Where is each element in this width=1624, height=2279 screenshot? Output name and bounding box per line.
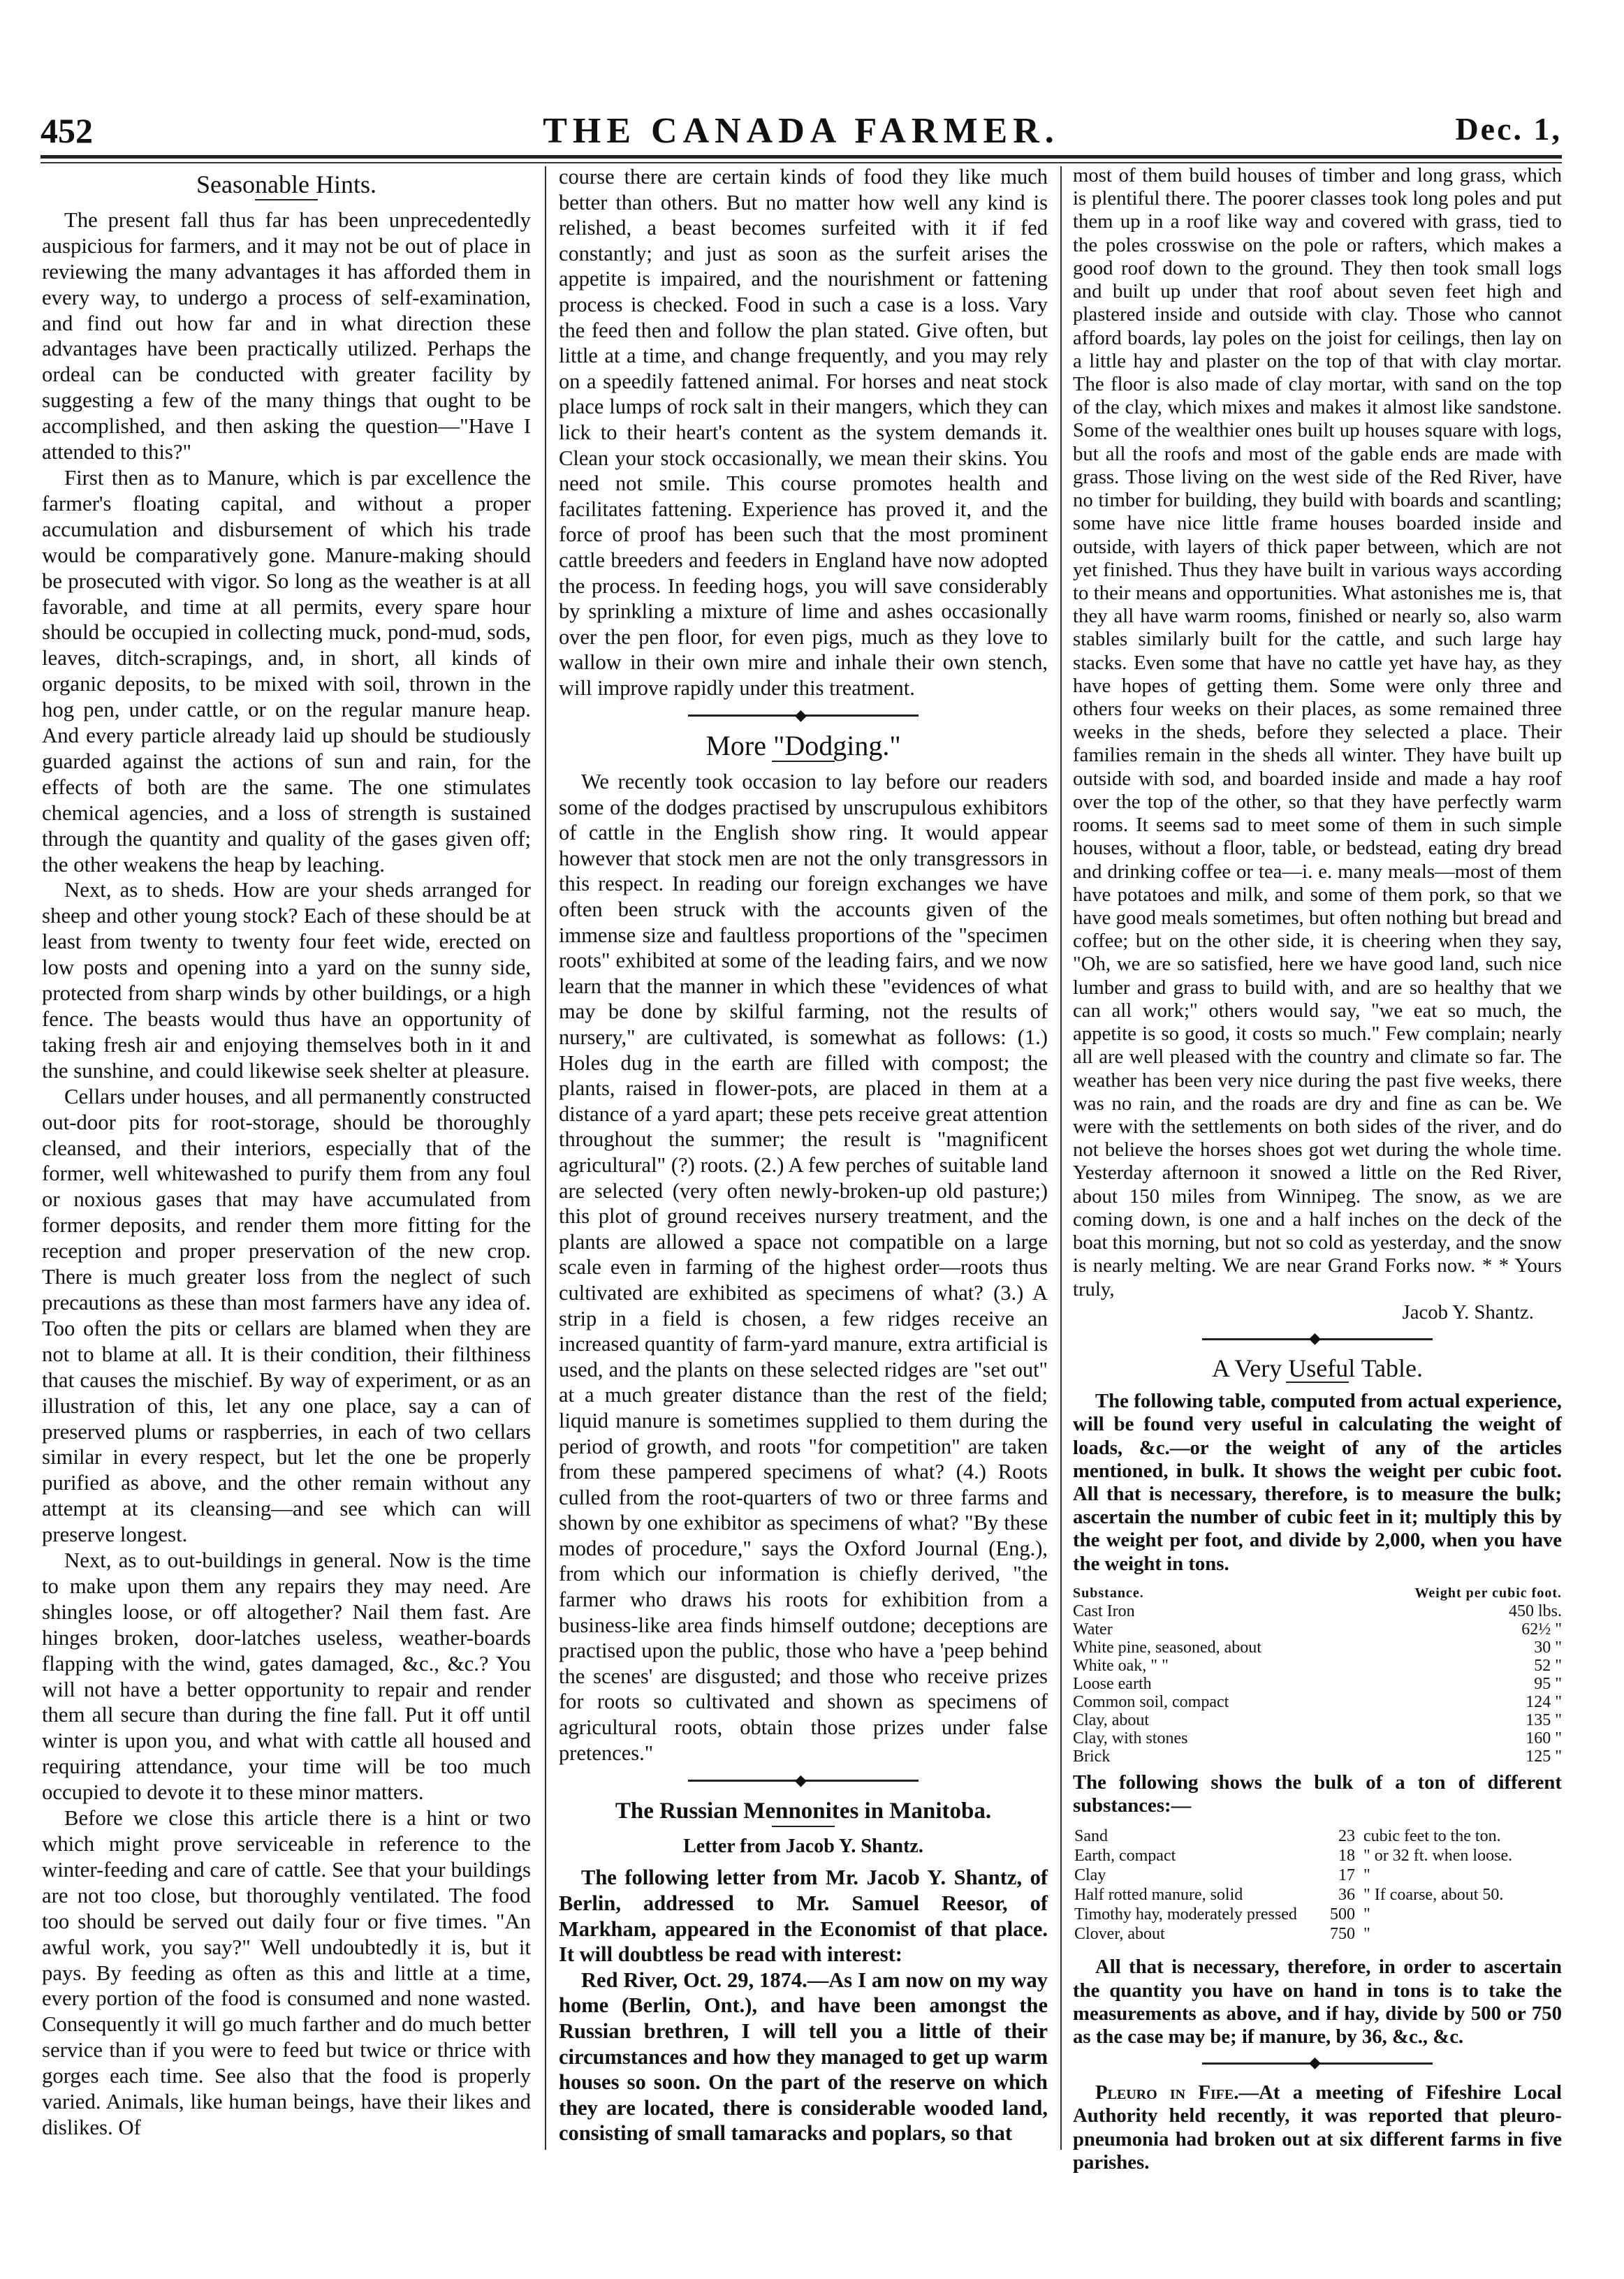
weight-table — [1073, 1584, 1562, 1766]
section-divider — [1202, 1338, 1433, 1344]
table-cell-substance: Timothy hay, moderately pressed — [1074, 1905, 1297, 1924]
table-cell-substance: Half rotted manure, solid — [1074, 1886, 1243, 1905]
article-heading-more-dodging: More "Dodging." — [705, 730, 901, 762]
article-heading-mennonites: The Russian Mennonites in Manitoba. — [615, 1798, 992, 1824]
paragraph: Next, as to sheds. How are your sheds arranged for sheep and other young stock? Each of these should be at least from twenty to twenty four feet wide, erected on low posts and opening into a yard on the sunny side, protected from sharp winds by other buildings, or a high fence. The beasts would thus have an opportunity of taking fresh air and enjoying themselves both in it and the sunshine, and could likewise seek shelter at pleasure. — [42, 878, 531, 1083]
masthead-title: THE CANADA FARMER. — [543, 111, 1060, 151]
table-header-cell: Weight per cubic foot. — [1414, 1585, 1562, 1601]
page-header — [41, 110, 1562, 151]
article-subheading: Letter from Jacob Y. Shantz. — [683, 1835, 923, 1857]
table-cell-value: 18 — [1338, 1847, 1355, 1866]
table-cell-substance: Clay, with stones — [1073, 1729, 1188, 1747]
article-heading-useful-table: A Very Useful Table. — [1211, 1354, 1424, 1382]
table-cell-substance: Loose earth — [1073, 1674, 1152, 1693]
paragraph: Cellars under houses, and all permanently constructed out-door pits for root-storage, should be thoroughly cleansed, and their interiors, especially that of the former, well whitewashed to purify them from any foul or noxious gases that may have accumulated from former deposits, and render them more fitting for the reception and proper preservation of the new crop. There is much greater loss from the neglect of such precautions as these than most farmers have any idea of. Too often the pits or cellars are blamed when they are not to blame at all. It is their condition, their filthiness that causes the mischief. By way of experiment, or as an illustration of this, let any one place, say a can of preserved plums or raspberries, in each of two cellars similar in every respect, but let the one be properly purified as above, and the other remain without any attempt at its cleansing—and see which can will preserve longest. — [42, 1084, 531, 1547]
table-header-row — [1073, 1584, 1562, 1602]
table-cell-weight: 62½ " — [1521, 1620, 1562, 1639]
table-row — [1073, 1729, 1562, 1747]
table-row — [1074, 1925, 1560, 1943]
table-cell-substance: Clover, about — [1074, 1925, 1165, 1944]
letter-paragraph-continued: most of them build houses of timber and long grass, which is plentiful there. The poorer classes took long poles and put them up in a roof like way and covered with grass, tied to the poles crosswise on the pole or rafters, which makes a good roof down to the ground. They then took small logs and built up under that roof about seven feet high and plastered inside and outside with clay. Those who cannot afford boards, lay poles on the joist for ceilings, then lay on a little hay and plaster on the top of that with clay mortar. The floor is also made of clay mortar, with sand on the top of the clay, which mixes and makes it almost like sandstone. Some of the wealthier ones built up houses square with logs, but all the roofs and most of the gable ends are made with grass. Those living on the west side of the Red River, have no timber for building, they build with boards and scantling; some have nice little frame houses boarded inside and outside, with layers of thick paper between, which are not yet finished. Thus they have built in various ways according to their means and opportunities. What astonishes me is, that they all have warm rooms, finished or nearly so, also warm stables similarly built for the cattle, and such large hay stacks. Even some that have no cattle yet have hay, as they have hopes of getting them. Some were only three and others four weeks on their places, as some remained three weeks in the sheds, before they selected a place. Their families remain in the sheds all winter. They have built up outside with sod, and boarded inside and made a hay roof over the top of the other, so that they have perfectly warm rooms. It seems sad to meet some of them in such simple houses, without a floor, table, or bedstead, eating dry bread and drinking coffee or tea—i. e. many meals—most of them have potatoes and milk, and some of them pork, so that we have good meals sometimes, but often nothing but bread and coffee; but on the other side, it is cheering when they say, "Oh, we are so satisfied, here we have good land, such nice lumber and grass to build with, and are so healthy that we can all work;" others would say, "we eat so much, the appetite is so good, it costs so much." Few complain; nearly all are well pleased with the country and climate so far. The weather has been very nice during the past five weeks, there was no rain, and the roads are dry and fine as can be. We were with the settlements on both sides of the river, and do not believe the horses shoes got wet during the whole time. Yesterday afternoon it snowed a little on the Red River, about 150 miles from Winnipeg. The snow, as we are coming down, is one and a half inches on the deck of the boat this morning, but not so cold as yesterday, and the snow is nearly melting. We are near Grand Forks now. * * Yours truly, — [1073, 164, 1563, 1300]
table-row — [1073, 1675, 1562, 1693]
paragraph: The following letter from Mr. Jacob Y. Shantz, of Berlin, addressed to Mr. Samuel Reesor, of Markham, appeared in the Economist of that place. It will doubtless be read with interest: — [559, 1866, 1048, 1967]
table-cell-substance: Water — [1073, 1620, 1113, 1639]
table-cell-weight: 95 " — [1534, 1674, 1562, 1693]
table-row — [1074, 1866, 1560, 1884]
table-cell-note: " If coarse, about 50. — [1363, 1886, 1504, 1905]
section-divider — [688, 715, 919, 721]
paragraph: All that is necessary, therefore, in order to ascertain the quantity you have on hand in tons is to take the measurements as above, and if hay, divide by 500 or 750 as the case may be; if manure, by 36, &c., &c. — [1073, 1956, 1562, 2048]
table-header-cell: Substance. — [1073, 1585, 1144, 1601]
table-cell-substance: Sand — [1074, 1827, 1108, 1846]
table-row — [1073, 1747, 1562, 1766]
table-cell-value: 17 — [1338, 1866, 1355, 1885]
table-cell-note: " — [1363, 1905, 1370, 1924]
table-cell-note: " — [1363, 1925, 1370, 1944]
table-cell-weight: 30 " — [1534, 1638, 1562, 1657]
paragraph-continued: course there are certain kinds of food they like much better than others. But no matter how well any kind is relished, a beast becomes surfeited with it if fed constantly; and just as soon as the surfeit arises the appetite is impaired, and the nourishment or fattening process is checked. Food in such a case is a loss. Vary the feed then and follow the plan stated. Give often, but little at a time, and change frequently, and you may rely on a speedily fattened animal. For horses and neat stock place lumps of rock salt in their mangers, which they can lick to their heart's content as the system demands it. Clean your stock occasionally, we mean their skins. You need not smile. This course promotes health and facilitates fattening. Experience has proved it, and the force of proof has been such that the most prominent cattle breeders and feeders in England have now adopted the process. In feeding hogs, you will save considerably by sprinkling a mixture of lime and ashes occasionally over the pen floor, for even pigs, much as they love to wallow in their own mire and inhale their own stench, will improve rapidly under this treatment. — [559, 165, 1048, 700]
column-1 — [42, 168, 531, 2141]
table-cell-substance: White oak, " " — [1073, 1656, 1169, 1675]
article-heading-seasonable-hints: Seasonable Hints. — [196, 170, 376, 198]
paragraph: Before we close this article there is a hint or two which might prove serviceable in reference to the winter-feeding and care of cattle. See that your buildings are not too close, but thoroughly ventilated. The food too should be served out daily four or five times. "An awful work, you say?" Well undoubtedly it is, but it pays. By feeding as often as this and little at a time, every portion of the food is consumed and none wasted. Consequently it will go much farther and do much better service than if you were to feed but twice or thrice with gorges each time. See also that the food is properly varied. Animals, like human beings, have their likes and dislikes. Of — [42, 1806, 531, 2139]
letter-paragraph: Red River, Oct. 29, 1874.—As I am now on my way home (Berlin, Ont.), and have been amongst the Russian brethren, I will tell you a little of their circumstances and how they managed to get up warm houses so soon. On the part of the reserve on which they are located, there is considerable wooded land, consisting of small tamaracks and poplars, so that — [559, 1967, 1048, 2146]
table-cell-note: cubic feet to the ton. — [1363, 1827, 1501, 1846]
header-rule-thin — [41, 162, 1562, 163]
table-cell-weight: 160 " — [1526, 1729, 1562, 1747]
bulk-table-body — [1074, 1827, 1560, 1943]
table-cell-weight: 450 lbs. — [1508, 1602, 1562, 1620]
table-cell-weight: 125 " — [1526, 1747, 1562, 1766]
table-row — [1074, 1905, 1560, 1923]
table-cell-weight: 124 " — [1526, 1692, 1562, 1711]
table-cell-substance: Cast Iron — [1073, 1602, 1135, 1620]
letter-signature: Jacob Y. Shantz. — [1402, 1300, 1534, 1324]
table-row — [1073, 1620, 1562, 1639]
table-cell-substance: White pine, seasoned, about — [1073, 1638, 1261, 1657]
news-lead: Pleuro in Fife. — [1095, 2081, 1239, 2104]
table-cell-substance: Earth, compact — [1074, 1847, 1176, 1866]
table-row — [1073, 1657, 1562, 1675]
table-row — [1074, 1827, 1560, 1845]
column-rule-2 — [1060, 166, 1062, 2150]
table-cell-substance: Clay — [1074, 1866, 1106, 1885]
weight-table-body — [1073, 1602, 1562, 1766]
heading-rule — [772, 1826, 835, 1827]
table-cell-value: 36 — [1338, 1886, 1355, 1905]
table-cell-value: 750 — [1330, 1925, 1355, 1944]
table-row — [1073, 1602, 1562, 1620]
paragraph: The following table, computed from actual experience, will be found very useful in calculating the weight of loads, &c.—or the weight of any of the articles mentioned, in bulk. It shows the weight per cubic foot. All that is necessary, therefore, is to measure the bulk; ascertain the number of cubic feet in it; multiply this by the weight per foot, and divide by 2,000, when you have the weight in tons. — [1073, 1390, 1562, 1575]
table-cell-weight: 135 " — [1526, 1710, 1562, 1729]
table-row — [1074, 1886, 1560, 1904]
section-divider — [688, 1780, 919, 1786]
table-row — [1073, 1711, 1562, 1729]
paragraph: The following shows the bulk of a ton of different substances:— — [1073, 1771, 1562, 1817]
paragraph: The present fall thus far has been unprecedentedly auspicious for farmers, and it may not be out of place in reviewing the many advantages it has afforded them in every way, to undergo a process of self-examination, and find out how far and in what direction these advantages have been practically utilized. Perhaps the ordeal can be conducted with greater facility by suggesting a few of the many things that ought to be accomplished, and then asking the question—"Have I attended to this?" — [42, 207, 531, 464]
table-cell-note: " or 32 ft. when loose. — [1363, 1847, 1513, 1866]
column-3 — [1073, 164, 1562, 2174]
table-cell-substance: Clay, about — [1073, 1710, 1150, 1729]
heading-rule — [255, 199, 318, 200]
page-number: 452 — [41, 111, 93, 150]
column-rule-1 — [545, 166, 546, 2150]
table-row — [1074, 1847, 1560, 1865]
issue-date: Dec. 1, — [1455, 111, 1562, 147]
table-cell-substance: Brick — [1073, 1747, 1111, 1766]
table-cell-note: " — [1363, 1866, 1370, 1885]
news-paragraph — [1073, 2081, 1562, 2174]
paragraph: First then as to Manure, which is par excellence the farmer's floating capital, and without a proper accumulation and disbursement of which his trade would be comparatively gone. Manure-making should be prosecuted with vigor. So long as the weather is at all favorable, and time at all permits, every spare hour should be occupied in collecting muck, pond-mud, sods, leaves, ditch-scrapings, and, in short, all kinds of organic deposits, to be mixed with soil, thrown in the hog pen, under cattle, or on the regular manure heap. And every particle already laid up should be studiously guarded against the actions of sun and rain, for the effects of both are the same. The one stimulates chemical agencies, and a loss of strength is sustained through the quantity and quality of the gases given off; the other weakens the heap by leaching. — [42, 465, 531, 877]
table-cell-substance: Common soil, compact — [1073, 1692, 1229, 1711]
table-row — [1073, 1693, 1562, 1711]
table-cell-value: 500 — [1330, 1905, 1355, 1924]
table-cell-weight: 52 " — [1534, 1656, 1562, 1675]
news-text: —At a meeting of Fifeshire Local Authority held recently, it was reported that pleuro-pneumonia had broken out at six different farms in five parishes. — [1073, 2081, 1562, 2174]
bulk-table — [1073, 1826, 1562, 1944]
paragraph: We recently took occasion to lay before our readers some of the dodges practised by unscrupulous exhibitors of cattle in the English show ring. It would appear however that stock men are not the only transgressors in this respect. In reading our foreign exchanges we have often been struck with the accounts given of the immense size and faultless proportions of the "specimen roots" exhibited at some of the leading fairs, and we now learn that the manner in which these "evidences of what may be done by skilful farming, not the results of nursery," are cultivated, is somewhat as follows: (1.) Holes dug in the earth are filled with compost; the plants, raised in flower-pots, are placed in them at a distance of a yard apart; these pets receive great attention throughout the summer; the result is "magnificent agricultural" (?) roots. (2.) A few perches of suitable land are selected (very often newly-broken-up old pasture;) this plot of ground receives nursery treatment, and the plants are allowed a space not compatible on a large scale even in farming of the highest order—roots thus cultivated are exhibited as specimens of what? (3.) A strip in a field is chosen, a few ridges receive an increased quantity of farm-yard manure, extra artificial is used, and the plants on these selected ridges are "set out" at a much greater distance than the rest of the field; liquid manure is sometimes supplied to them during the period of growth, and roots "for competition" are taken from these pampered specimens of what? (4.) Roots culled from the root-quarters of two or three farms and shown by one exhibitor as specimens of what? "By these modes of procedure," says the Oxford Journal (Eng.), from which our information is chiefly derived, "the farmer who draws his roots for exhibition from a business-like area finds himself outdone; deceptions are practised upon the public, those who have a 'peep behind the scenes' are disgusted; and those who receive prizes for roots so cultivated and shown as specimens of agricultural roots, obtain those prizes under false pretences." — [559, 770, 1048, 1765]
table-cell-value: 23 — [1338, 1827, 1355, 1846]
header-rule — [41, 155, 1562, 159]
column-2 — [559, 164, 1048, 2146]
section-divider — [1202, 2062, 1433, 2069]
paragraph: Next, as to out-buildings in general. Now is the time to make upon them any repairs they may need. Are shingles loose, or off altogether? Nail them fast. Are hinges broken, door-latches useless, weather-boards flapping with the wind, gates damaged, &c., &c.? You will not have a better opportunity to repair and render them all secure than during the fine fall. Put it off until winter is upon you, and what with cattle all housed and requiring attendance, your time will be too much occupied to devote it to these minor matters. — [42, 1548, 531, 1805]
table-row — [1073, 1639, 1562, 1657]
